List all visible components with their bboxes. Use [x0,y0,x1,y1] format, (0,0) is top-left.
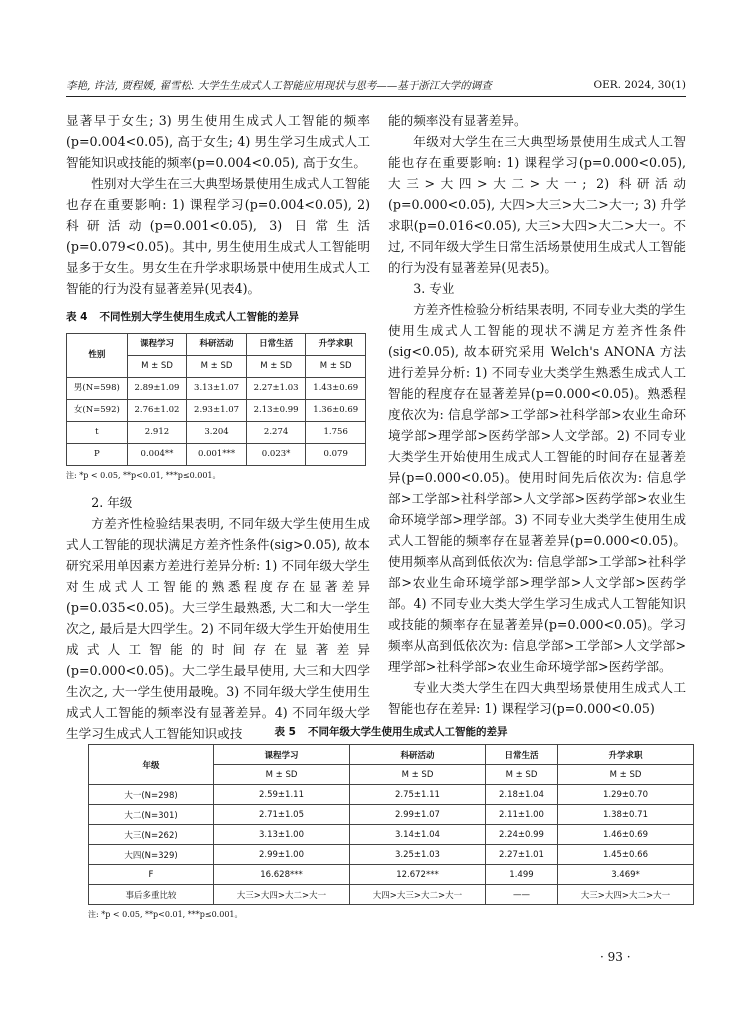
left-paragraph-1: 显著早于女生; 3) 男生使用生成式人工智能的频率(p=0.004<0.05), 高于女生; 4) 男生学习生成式人工智能知识或技能的频率(p=0.004<0.05), 高于女生。 [66,113,370,170]
table4-cell: 2.89±1.09 [127,378,187,400]
table4-subheader: M ± SD [246,356,306,378]
table5-title [88,724,694,739]
table5-cell: 3.13±1.00 [214,825,350,845]
table4-cell: 3.204 [187,422,247,444]
table5-cell: 2.71±1.05 [214,805,350,825]
table-row [89,825,694,845]
table5-cell: 1.45±0.66 [557,845,693,865]
page-number: · 93 · [600,950,631,964]
table5-row-label: 大二(N=301) [89,805,214,825]
table5 [88,744,694,905]
table-row [67,422,366,444]
running-header [66,76,686,94]
table4 [66,333,366,466]
table5-note: 注: *p < 0.05, **p<0.01, ***p≤0.001。 [88,910,243,919]
table4-cell: 2.912 [127,422,187,444]
table4-cell: 2.27±1.03 [246,378,306,400]
table-row [89,805,694,825]
table5-cell: 3.469* [557,865,693,885]
table4-col0-header: 性别 [67,334,128,378]
table5-cell: 大三>大四>大二>大一 [557,885,693,905]
table-row [67,378,366,400]
table-row [67,400,366,422]
table5-row-label: 大一(N=298) [89,785,214,805]
table-row [89,865,694,885]
table5-subheader: M ± SD [485,765,557,785]
table5-cell: 1.38±0.71 [557,805,693,825]
table5-subheader: M ± SD [349,765,485,785]
table5-cell: 2.18±1.04 [485,785,557,805]
table4-subheader: M ± SD [127,356,187,378]
table5-col0-header: 年级 [89,745,214,785]
left-paragraph-3: 方差齐性检验结果表明, 不同年级大学生使用生成式人工智能的现状满足方差齐性条件(sig>0.05), 故本研究采用单因素方差进行差异分析: 1) 不同年级大学生对生成式人工智能的熟悉程度存在显著差异(p=0.035<0.05)。大三学生最熟悉, 大二和大一学生次之, 最后是大四学生。2) 不同年级大学生开始使用生成式人工智能的时间存在显著差异(p=0.000<0.05)。大二学生最早使用, 大三和大四学生次之, 大一学生使用最晚。3) 不同年级大学生使用生成式人工智能的频率没有显著差异。4) 不同年级大学生学习生成式人工智能知识或技 [66,516,370,741]
table5-caption: 表 5 [274,726,296,738]
table5-row-label: F [89,865,214,885]
table-row [67,444,366,466]
table4-cell: 0.004** [127,444,187,466]
table4-subheader: M ± SD [306,356,366,378]
table4-cell: 2.274 [246,422,306,444]
table4-cell: 0.001*** [187,444,247,466]
right-column [388,110,686,719]
table4-row-label: P [67,444,128,466]
table5-header: 科研活动 [349,745,485,765]
left-paragraph-2: 性别对大学生在三大典型场景使用生成式人工智能也存在重要影响: 1) 课程学习(p=0.004<0.05), 2) 科研活动(p=0.001<0.05), 3) 日常生活(p=0.079<0.05)。其中, 男生使用生成式人工智能明显多于女生。男女生在升学求职场景中使用生成式人工智能的行为没有显著差异(见表4)。 [66,176,370,296]
table4-cell: 0.023* [246,444,306,466]
table4-note: 注: *p < 0.05, **p<0.01, ***p≤0.001。 [66,471,221,480]
table4-cell: 0.079 [306,444,366,466]
table5-row-label: 大四(N=329) [89,845,214,865]
table4-cell: 2.93±1.07 [187,400,247,422]
table5-header: 课程学习 [214,745,350,765]
table4-cell: 2.76±1.02 [127,400,187,422]
table5-row-label: 事后多重比较 [89,885,214,905]
header-citation: 李艳, 许洁, 贾程媛, 翟雪松. 大学生生成式人工智能应用现状与思考——基于浙江大学的调查 [66,79,492,92]
right-paragraph-4: 专业大类大学生在四大典型场景使用生成式人工智能也存在差异: 1) 课程学习(p=0.000<0.05) [388,680,686,716]
header-rule [66,96,686,97]
header-journal: OER. 2024, 30(1) [593,79,686,91]
table5-cell: 12.672*** [349,865,485,885]
right-paragraph-3: 方差齐性检验分析结果表明, 不同专业大类的学生使用生成式人工智能的现状不满足方差齐性条件(sig<0.05), 故本研究采用 Welch's ANONA 方法进行差异分析: 1) 不同专业大类学生熟悉生成式人工智能的程度存在显著差异(p=0.000<0.05)。熟悉程度依次为: 信息学部>工学部>社科学部>农业生命环境学部>理学部>医药学部>人文学部。2) 不同专业大类学生开始使用生成式人工智能的时间存在显著差异(p=0.000<0.05)。使用时间先后依次为: 信息学部>工学部>社科学部>人文学部>医药学部>农业生命环境学部>理学部。3) 不同专业大类学生使用生成式人工智能的频率存在显著差异(p=0.000<0.05)。使用频率从高到低依次为: 信息学部>工学部>社科学部>农业生命环境学部>理学部>人文学部>医药学部。4) 不同专业大类大学生学习生成式人工智能知识或技能的频率存在显著差异(p=0.000<0.05)。学习频率从高到低依次为: 信息学部>工学部>人文学部>理学部>社科学部>农业生命环境学部>医药学部。 [388,302,686,674]
table-row [89,885,694,905]
table5-cell: 2.99±1.07 [349,805,485,825]
table5-header: 升学求职 [557,745,693,765]
table5-cell: 2.99±1.00 [214,845,350,865]
table4-cell: 3.13±1.07 [187,378,247,400]
table5-cell: 1.29±0.70 [557,785,693,805]
table4-row-label: t [67,422,128,444]
table4-header: 科研活动 [187,334,247,356]
table5-cell: 大四>大三>大二>大一 [349,885,485,905]
section-heading-grade: 2. 年级 [91,495,133,510]
table4-title [66,307,370,328]
table5-title-text: 不同年级大学生使用生成式人工智能的差异 [307,726,508,738]
table4-row-label: 男(N=598) [67,378,128,400]
table4-caption: 表 4 [66,311,88,323]
table5-subheader: M ± SD [214,765,350,785]
table5-cell: 2.24±0.99 [485,825,557,845]
table5-cell: 3.25±1.03 [349,845,485,865]
table5-cell: —— [485,885,557,905]
table4-cell: 1.756 [306,422,366,444]
table4-title-text: 不同性别大学生使用生成式人工智能的差异 [99,311,299,323]
table5-cell: 1.499 [485,865,557,885]
table4-row-label: 女(N=592) [67,400,128,422]
left-column [66,110,370,744]
table4-header: 升学求职 [306,334,366,356]
table5-cell: 1.46±0.69 [557,825,693,845]
table4-cell: 2.13±0.99 [246,400,306,422]
table5-cell: 3.14±1.04 [349,825,485,845]
table5-cell: 2.27±1.01 [485,845,557,865]
table5-cell: 大三>大四>大二>大一 [214,885,350,905]
table5-cell: 16.628*** [214,865,350,885]
table5-cell: 2.59±1.11 [214,785,350,805]
table5-subheader: M ± SD [557,765,693,785]
table4-cell: 1.43±0.69 [306,378,366,400]
table4-header: 日常生活 [246,334,306,356]
table5-row-label: 大三(N=262) [89,825,214,845]
table5-cell: 2.75±1.11 [349,785,485,805]
table4-cell: 1.36±0.69 [306,400,366,422]
table5-block [88,724,694,920]
right-paragraph-1: 能的频率没有显著差异。 [388,113,527,128]
section-heading-major: 3. 专业 [413,281,455,296]
table4-header: 课程学习 [127,334,187,356]
right-paragraph-2: 年级对大学生在三大典型场景使用生成式人工智能也存在重要影响: 1) 课程学习(p=0.000<0.05), 大三>大四>大二>大一; 2) 科研活动(p=0.000<0.05), 大四>大三>大二>大一; 3) 升学求职(p=0.016<0.05), 大三>大四>大二>大一。不过, 不同年级大学生日常生活场景使用生成式人工智能的行为没有显著差异(见表5)。 [388,134,686,275]
table4-subheader: M ± SD [187,356,247,378]
table5-cell: 2.11±1.00 [485,805,557,825]
table-row [89,845,694,865]
table5-header: 日常生活 [485,745,557,765]
table-row [89,785,694,805]
